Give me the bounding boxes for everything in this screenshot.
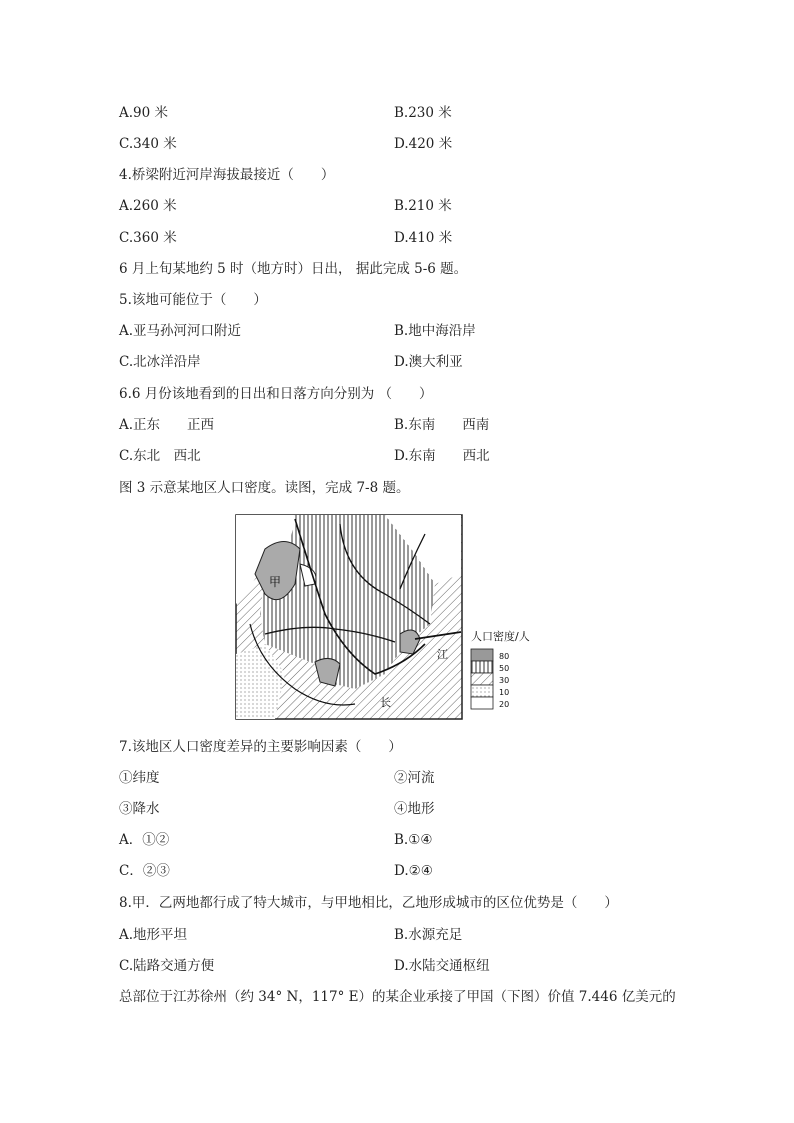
q4-option-c: C.360 米: [119, 230, 177, 246]
q7-stem: 7.该地区人口密度差异的主要影响因素（ ）: [119, 739, 402, 755]
q8-option-a: A.地形平坦: [119, 927, 188, 943]
q8-option-d: D.水陆交通枢纽: [394, 958, 490, 974]
q3-option-b: B.230 米: [394, 105, 452, 121]
q3-option-a: A.90 米: [119, 105, 169, 121]
legend-swatch-3: [471, 673, 493, 685]
q5-option-d: D.澳大利亚: [394, 354, 463, 370]
map-label-chang: 长: [380, 696, 391, 709]
q8-option-b: B.水源充足: [394, 927, 463, 943]
legend-value-1: 80: [499, 652, 510, 661]
intro-5-6: 6 月上旬某地约 5 时（地方时）日出， 据此完成 5-6 题。: [119, 261, 468, 277]
q7-factor-2: ②河流: [394, 770, 435, 786]
q8-stem: 8.甲．乙两地都行成了特大城市，与甲地相比，乙地形成城市的区位优势是（ ）: [119, 895, 618, 911]
q4-option-b: B.210 米: [394, 198, 452, 214]
q6-stem: 6.6 月份该地看到的日出和日落方向分别为 （ ）: [119, 386, 433, 402]
legend-swatch-4: [471, 685, 493, 697]
q7-option-b: B.①④: [394, 832, 433, 848]
legend-value-5: 20: [499, 700, 510, 709]
legend-value-2: 50: [499, 664, 510, 673]
q8-option-c: C.陆路交通方便: [119, 958, 215, 974]
map-label-jia: 甲: [269, 575, 282, 589]
q4-stem: 4.桥梁附近河岸海拔最接近（ ）: [119, 167, 335, 183]
q4-option-d: D.410 米: [394, 230, 453, 246]
legend-value-4: 10: [499, 688, 510, 697]
q7-option-d: D.②④: [394, 863, 433, 879]
q5-option-b: B.地中海沿岸: [394, 323, 476, 339]
q6-option-d: D.东南 西北: [394, 448, 490, 464]
q6-option-b: B.东南 西南: [394, 417, 490, 433]
q6-option-c: C.东北 西北: [119, 448, 201, 464]
legend-swatch-2: [471, 661, 493, 673]
q5-option-c: C.北冰洋沿岸: [119, 354, 201, 370]
map-label-jiang: 江: [437, 648, 448, 661]
q7-option-a: A．①②: [119, 832, 170, 848]
population-density-map: [235, 514, 555, 722]
legend-swatch-5: [471, 697, 493, 709]
legend-title: 人口密度/人: [471, 630, 530, 643]
q3-option-d: D.420 米: [394, 136, 453, 152]
q7-factor-1: ①纬度: [119, 770, 160, 786]
q5-option-a: A.亚马孙河河口附近: [119, 323, 242, 339]
q6-option-a: A.正东 正西: [119, 417, 215, 433]
map-legend: [471, 629, 530, 709]
q7-option-c: C．②③: [119, 863, 170, 879]
q4-option-a: A.260 米: [119, 198, 177, 214]
q7-factor-4: ④地形: [394, 801, 435, 817]
trailing-paragraph: 总部位于江苏徐州（约 34° N，117° E）的某企业承接了甲国（下图）价值 7.446 亿美元的: [119, 989, 676, 1005]
legend-value-3: 30: [499, 676, 510, 685]
map-area: [236, 515, 462, 719]
q5-stem: 5.该地可能位于（ ）: [119, 292, 267, 308]
intro-7-8: 图 3 示意某地区人口密度。读图，完成 7-8 题。: [119, 480, 410, 496]
legend-swatch-1: [471, 649, 493, 661]
q3-option-c: C.340 米: [119, 136, 177, 152]
q7-factor-3: ③降水: [119, 801, 160, 817]
